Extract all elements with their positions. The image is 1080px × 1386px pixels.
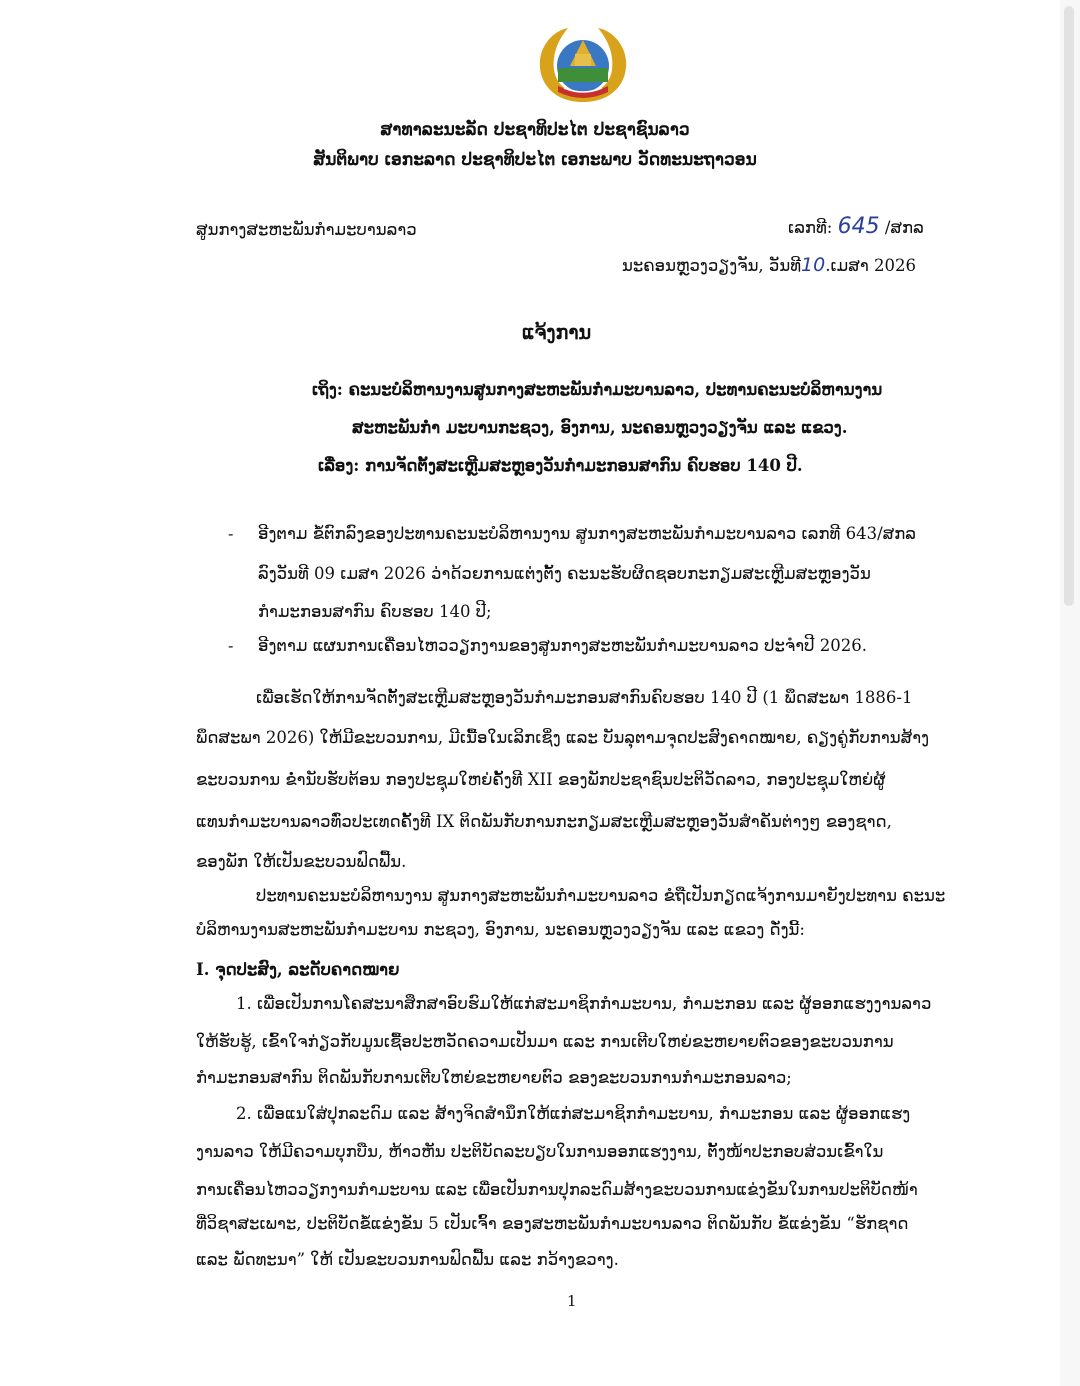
- reference-1-line-3: ກຳມະກອນສາກົນ ຄົບຮອບ 140 ປີ;: [258, 602, 492, 621]
- subject-line: ເລື່ອງ: ການຈັດຕັ້ງສະເຫຼີມສະຫຼອງວັນກຳມະກອນສາກົນ ຄົບຮອບ 140 ປີ.: [318, 456, 803, 475]
- document-date: [622, 254, 916, 276]
- date-prefix: ນະຄອນຫຼວງວຽງຈັນ, ວັນທີ: [622, 256, 802, 275]
- page-title: ແຈ້ງການ: [522, 322, 592, 344]
- scrollbar-thumb[interactable]: [1064, 6, 1074, 606]
- item-2-line-3: ການເຄື່ອນໄຫວວຽກງານກຳມະບານ ແລະ ເພື່ອເປັນການປຸກລະດົມສ້າງຂະບວນການແຂ່ງຂັນໃນການປະຕິບັດໜ້າ: [196, 1180, 918, 1199]
- notice-line-2: ບໍລິຫານງານສະຫະພັນກຳມະບານ ກະຊວງ, ອົງການ, ນະຄອນຫຼວງວຽງຈັນ ແລະ ແຂວງ ດັ່ງນີ້:: [196, 920, 805, 939]
- document-number: [788, 214, 924, 239]
- date-suffix: .ເມສາ 2026: [825, 256, 916, 275]
- notice-line-1: ປະທານຄະນະບໍລິຫານງານ ສູນກາງສະຫະພັນກຳມະບານລາວ ຂໍຖືເປັນກຽດແຈ້ງການມາຍັງປະທານ ຄະນະ: [256, 886, 946, 905]
- intro-line-1: ເພື່ອເຮັດໃຫ້ການຈັດຕັ້ງສະເຫຼີມສະຫຼອງວັນກຳມະກອນສາກົນຄົບຮອບ 140 ປີ (1 ພຶດສະພາ 1886-1: [256, 688, 913, 707]
- page-number: 1: [567, 1292, 577, 1310]
- recipients-line-2: ສະຫະພັນກຳ ມະບານກະຊວງ, ອົງການ, ນະຄອນຫຼວງວຽງຈັນ ແລະ ແຂວງ.: [352, 418, 848, 437]
- reference-bullet: -: [228, 636, 234, 655]
- intro-line-2: ພຶດສະພາ 2026) ໃຫ້ມີຂະບວນການ, ມີເນື້ອໃນເລິກເຊິ່ງ ແລະ ບັນລຸຕາມຈຸດປະສົງຄາດໝາຍ, ຄຽງຄູ່ກັບການສ້າງ: [196, 728, 930, 747]
- recipients-line-1: ເຖິງ: ຄະນະບໍລິຫານງານສູນກາງສະຫະພັນກຳມະບານລາວ, ປະທານຄະນະບໍລິຫານງານ: [312, 380, 883, 399]
- date-handwritten: 10: [801, 254, 826, 276]
- item-2-line-5: ແລະ ພັດທະນາ” ໃຫ້ ເປັນຂະບວນການຟົດຟື້ນ ແລະ ກວ້າງຂວາງ.: [196, 1250, 619, 1269]
- item-2-line-1: 2. ເພື່ອແນໃສ່ປຸກລະດົມ ແລະ ສ້າງຈິດສຳນຶກໃຫ້ແກ່ສະມາຊິກກຳມະບານ, ກຳມະກອນ ແລະ ຜູ້ອອກແຮງ: [236, 1104, 911, 1123]
- item-2-line-2: ງານລາວ ໃຫ້ມີຄວາມບຸກບືນ, ຫ້າວຫັນ ປະຕິບັດລະບຽບໃນການອອກແຮງງານ, ຕັ້ງໜ້າປະກອບສ່ວນເຂົ້າໃນ: [196, 1142, 884, 1161]
- national-motto: ສັນຕິພາບ ເອກະລາດ ປະຊາທິປະໄຕ ເອກະພາບ ວັດທະນະຖາວອນ: [313, 150, 757, 170]
- reference-1-line-1: ອີງຕາມ ຂໍ້ຕົກລົງຂອງປະທານຄະນະບໍລິຫານງານ ສູນກາງສະຫະພັນກຳມະບານລາວ ເລກທີ 643/ສກລ: [258, 524, 917, 543]
- item-1-line-3: ກຳມະກອນສາກົນ ຕິດພັນກັບການເຕີບໃຫຍ່ຂະຫຍາຍຕົວ ຂອງຂະບວນການກຳມະກອນລາວ;: [196, 1068, 792, 1087]
- organization-name: ສູນກາງສະຫະພັນກຳມະບານລາວ: [196, 220, 417, 239]
- intro-line-3: ຂະບວນການ ຂໍ່ານັບຮັບຕ້ອນ ກອງປະຊຸມໃຫຍ່ຄັ້ງທີ XII ຂອງພັກປະຊາຊົນປະຕິວັດລາວ, ກອງປະຊຸມໃຫຍ່ຜູ້: [196, 770, 886, 789]
- intro-line-4: ແທນກຳມະບານລາວທົ່ວປະເທດຄັ້ງທີ IX ຕິດພັນກັບການກະກຽມສະເຫຼີມສະຫຼອງວັນສຳຄັນຕ່າງໆ ຂອງຊາດ,: [196, 812, 892, 831]
- intro-line-5: ຂອງພັກ ໃຫ້ເປັນຂະບວນຟົດຟື້ນ.: [196, 852, 407, 871]
- lao-national-emblem-icon: [528, 22, 638, 108]
- reference-bullet: -: [228, 524, 234, 543]
- item-1-line-1: 1. ເພື່ອເປັນການໂຄສະນາສຶກສາອົບຮົມໃຫ້ແກ່ສະມາຊິກກຳມະບານ, ກຳມະກອນ ແລະ ຜູ້ອອກແຮງງານລາວ: [236, 994, 932, 1013]
- number-handwritten: 645: [837, 214, 880, 239]
- reference-1-line-2: ລົງວັນທີ 09 ເມສາ 2026 ວ່າດ້ວຍການແຕ່ງຕັ້ງ ຄະນະຮັບຜິດຊອບກະກຽມສະເຫຼີມສະຫຼອງວັນ: [258, 564, 871, 583]
- section-heading: I. ຈຸດປະສົງ, ລະດັບຄາດໝາຍ: [196, 960, 400, 979]
- reference-2-line-1: ອີງຕາມ ແຜນການເຄື່ອນໄຫວວຽກງານຂອງສູນກາງສະຫະພັນກຳມະບານລາວ ປະຈຳປີ 2026.: [258, 636, 867, 655]
- item-1-line-2: ໃຫ້ຮັບຮູ້, ເຂົ້າໃຈກ່ຽວກັບມູນເຊື້ອປະຫວັດຄວາມເປັນມາ ແລະ ການເຕີບໃຫຍ່ຂະຫຍາຍຕົວຂອງຂະບວນການ: [196, 1032, 894, 1051]
- vertical-scrollbar[interactable]: [1060, 0, 1080, 1386]
- republic-title: ສາທາລະນະລັດ ປະຊາທິປະໄຕ ປະຊາຊົນລາວ: [380, 120, 690, 140]
- number-suffix: /ສກລ: [884, 218, 924, 237]
- item-2-line-4: ທີ່ວິຊາສະເພາະ, ປະຕິບັດຂໍ້ແຂ່ງຂັນ 5 ເປັນເຈົ້າ ຂອງສະຫະພັນກຳມະບານລາວ ຕິດພັນກັບ ຂໍ້ແຂ່ງຂັນ “ຮັກຊາດ: [196, 1214, 909, 1233]
- number-label: ເລກທີ:: [788, 218, 833, 237]
